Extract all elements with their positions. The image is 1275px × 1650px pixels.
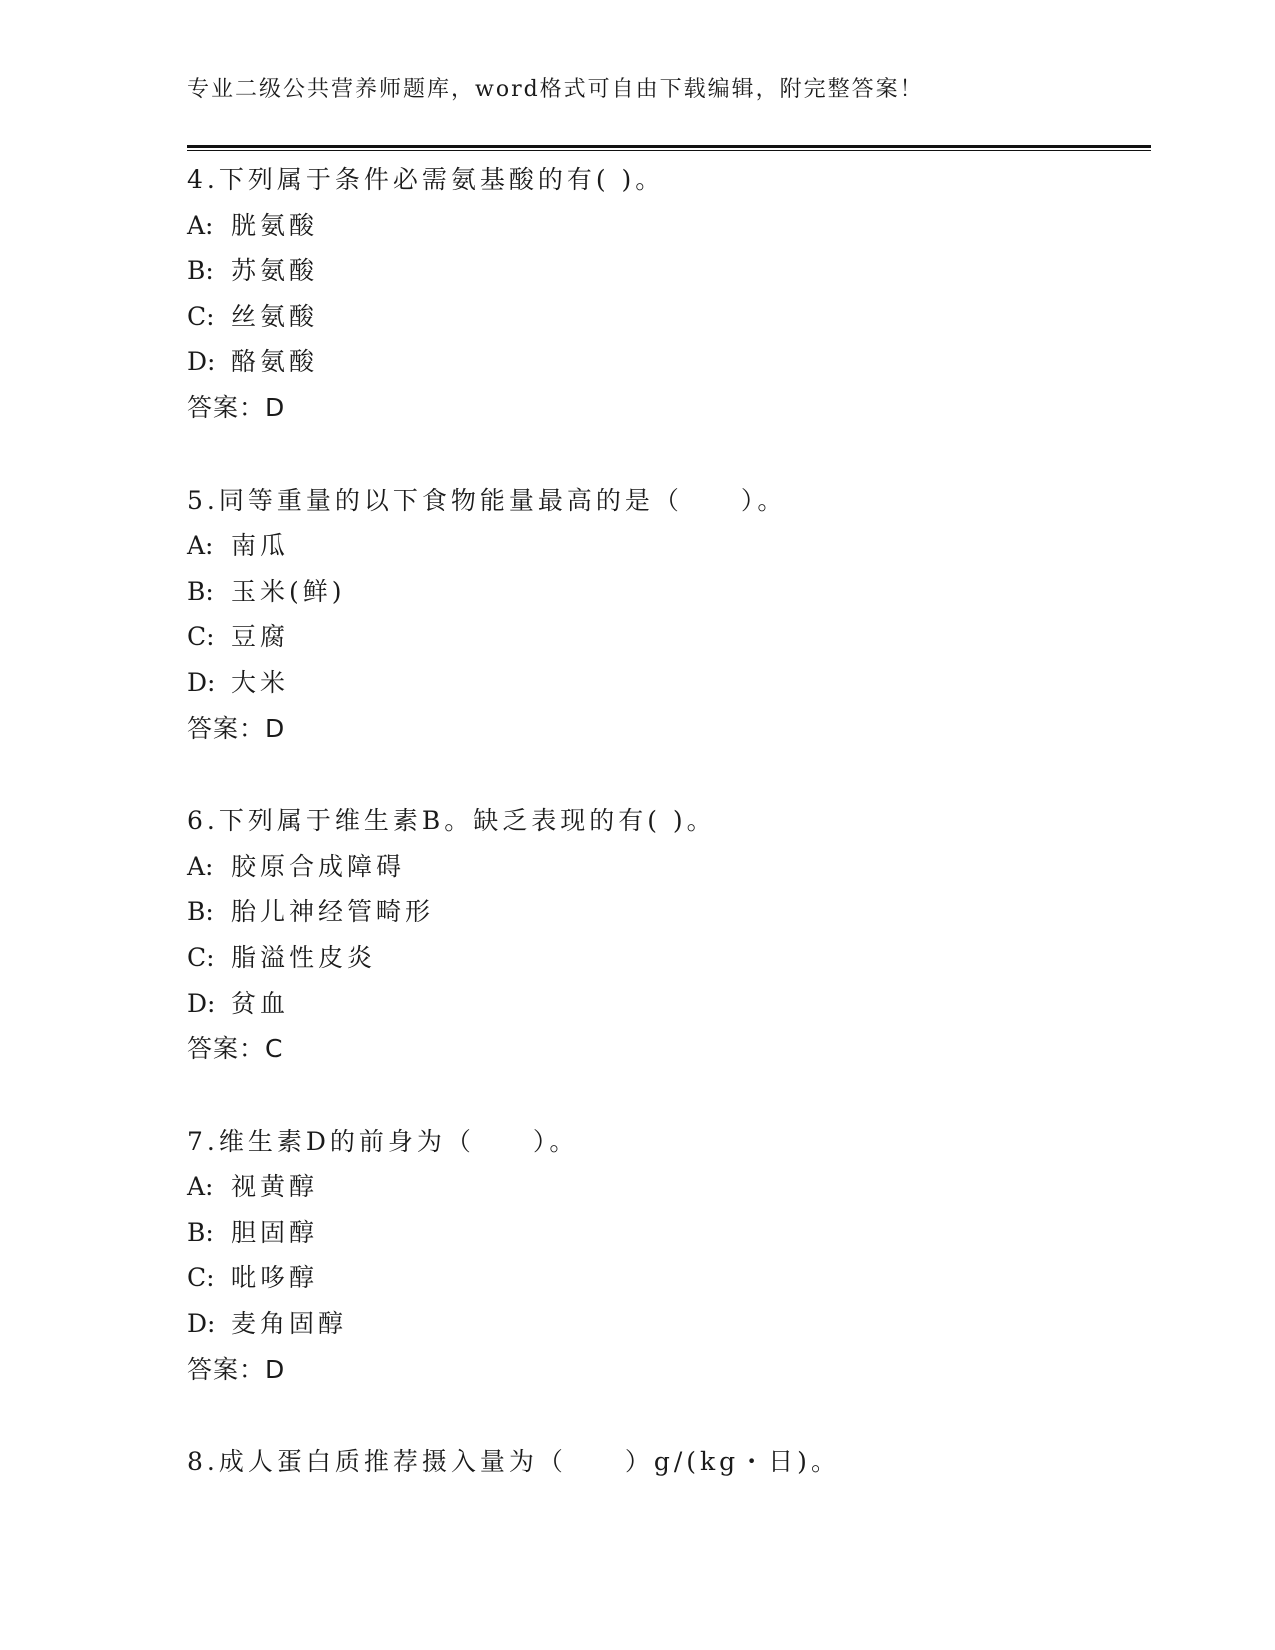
option-d	[187, 339, 1147, 385]
option-key: B:	[187, 897, 214, 927]
answer-line: 答案：C	[187, 1034, 284, 1064]
option-key: A:	[187, 531, 214, 561]
option-text: 酪氨酸	[231, 347, 319, 377]
question-stem: 6.下列属于维生素B。缺乏表现的有( )。	[187, 806, 716, 836]
option-key: A:	[187, 210, 214, 240]
option-b	[187, 1210, 1147, 1256]
question-stem: 7.维生素D的前身为（ ）。	[187, 1126, 579, 1156]
option-key: C:	[187, 622, 215, 652]
question-6	[187, 798, 1147, 1072]
option-c	[187, 614, 1147, 660]
option-key: D:	[187, 347, 216, 377]
option-text: 贫血	[231, 988, 290, 1018]
option-key: A:	[187, 1172, 214, 1202]
option-text: 胆固醇	[231, 1217, 319, 1247]
answer-line: 答案：D	[187, 1354, 286, 1384]
option-key: B:	[187, 1217, 214, 1247]
option-key: A:	[187, 851, 214, 881]
option-key: D:	[187, 667, 216, 697]
option-text: 苏氨酸	[231, 256, 319, 286]
option-key: D:	[187, 988, 216, 1018]
option-text: 玉米(鲜)	[231, 576, 346, 606]
option-text: 豆腐	[231, 622, 290, 652]
option-d	[187, 1301, 1147, 1347]
option-text: 视黄醇	[231, 1172, 319, 1202]
option-a	[187, 844, 1147, 890]
option-b	[187, 248, 1147, 294]
question-7	[187, 1119, 1147, 1393]
option-text: 丝氨酸	[231, 301, 319, 331]
option-text: 大米	[231, 667, 290, 697]
answer-line: 答案：D	[187, 713, 286, 743]
option-key: C:	[187, 942, 215, 972]
option-c	[187, 1255, 1147, 1301]
option-key: D:	[187, 1309, 216, 1339]
option-text: 胶原合成障碍	[231, 851, 406, 881]
question-stem: 8.成人蛋白质推荐摄入量为（ ）g/(kg・日)。	[187, 1447, 840, 1477]
question-stem: 5.同等重量的以下食物能量最高的是（ ）。	[187, 485, 787, 515]
header-rule-thin	[187, 150, 1151, 151]
option-text: 胱氨酸	[231, 210, 319, 240]
option-d	[187, 660, 1147, 706]
option-text: 吡哆醇	[231, 1263, 319, 1293]
option-a	[187, 203, 1147, 249]
question-4	[187, 157, 1147, 431]
option-d	[187, 981, 1147, 1027]
option-c	[187, 935, 1147, 981]
question-8	[187, 1439, 1147, 1485]
option-key: C:	[187, 1263, 215, 1293]
question-list	[187, 157, 1147, 1532]
page-header: 专业二级公共营养师题库，word格式可自由下载编辑，附完整答案！	[187, 77, 924, 102]
option-b	[187, 889, 1147, 935]
option-text: 南瓜	[231, 531, 290, 561]
option-key: B:	[187, 256, 214, 286]
option-b	[187, 569, 1147, 615]
question-5	[187, 478, 1147, 752]
question-stem: 4.下列属于条件必需氨基酸的有( )。	[187, 165, 665, 194]
option-text: 胎儿神经管畸形	[231, 897, 435, 927]
answer-line: 答案：D	[187, 392, 286, 422]
option-key: C:	[187, 301, 215, 331]
option-a	[187, 523, 1147, 569]
option-c	[187, 294, 1147, 340]
header-rule-thick	[187, 145, 1151, 148]
option-a	[187, 1164, 1147, 1210]
option-text: 脂溢性皮炎	[231, 942, 377, 972]
option-key: B:	[187, 576, 214, 606]
option-text: 麦角固醇	[231, 1309, 348, 1339]
